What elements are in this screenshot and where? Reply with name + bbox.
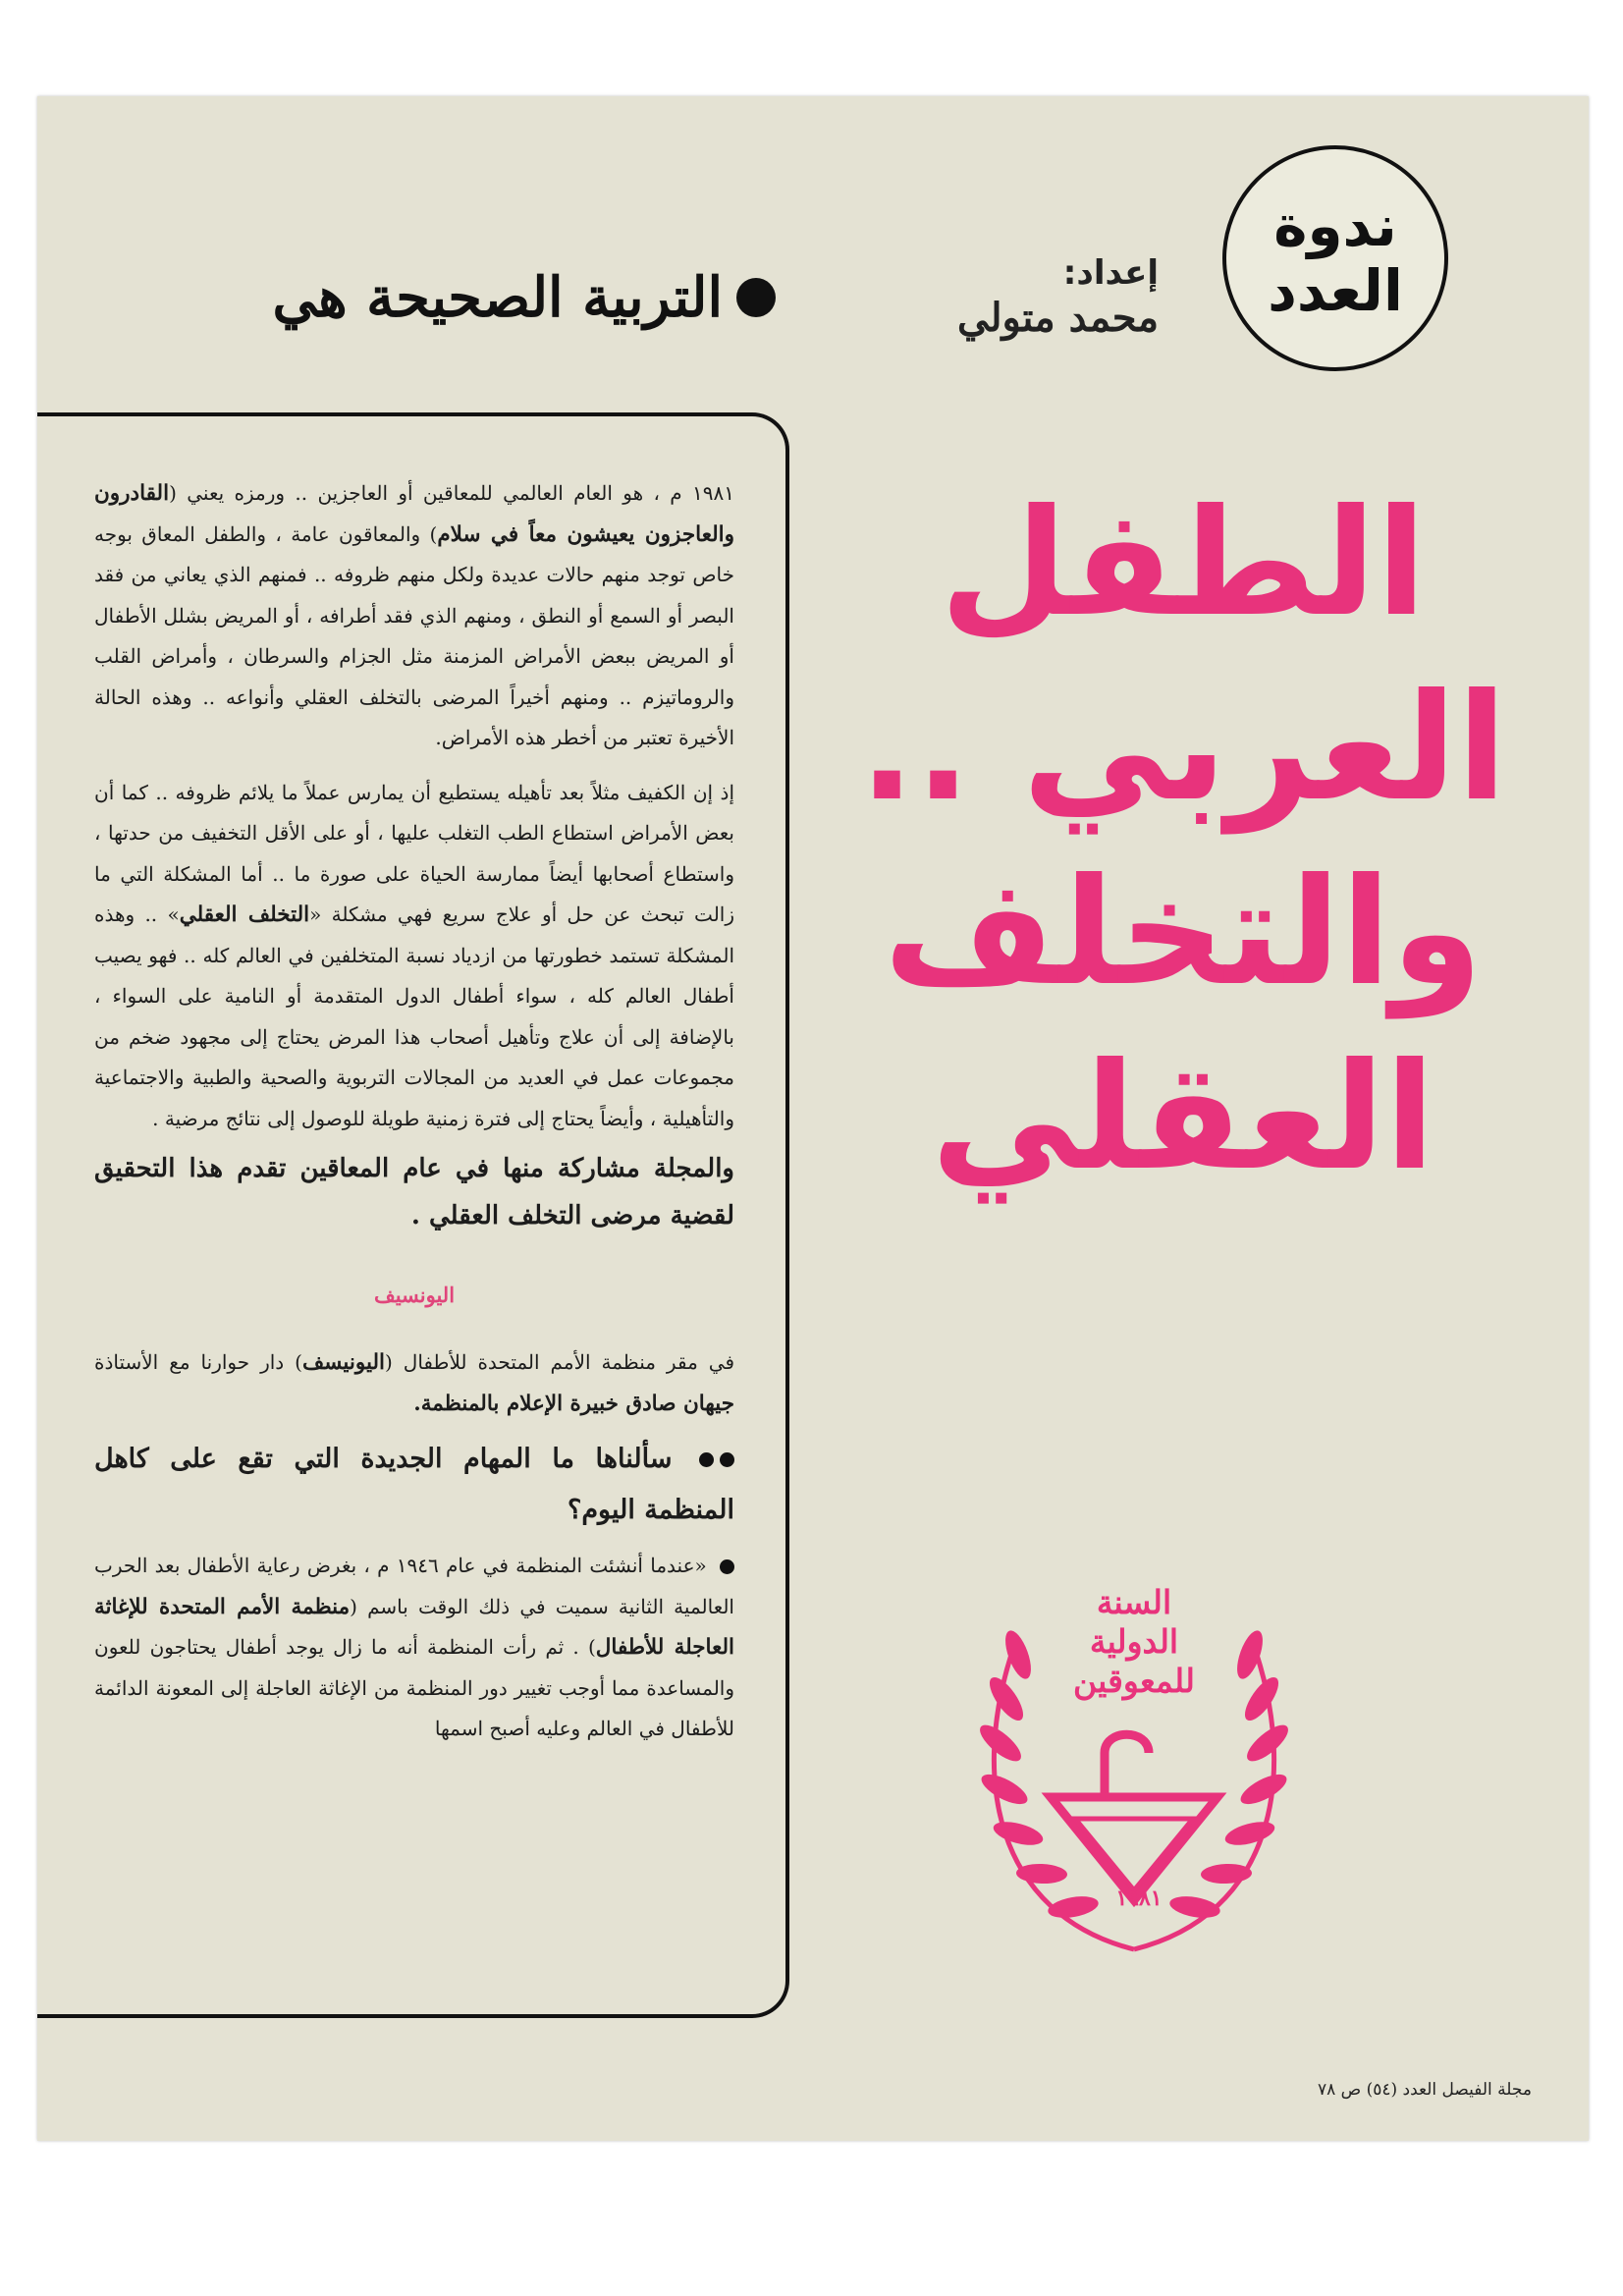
main-title: [835, 471, 1532, 1210]
title-line-2: العربي ..: [859, 663, 1507, 834]
p3-person: جيهان صادق خبيرة الإعلام بالمنظمة.: [413, 1391, 734, 1416]
bullet-icon: [736, 278, 776, 317]
p3-a: في مقر منظمة الأمم المتحدة للأطفال (: [385, 1350, 735, 1374]
article-paragraph-3: [94, 1342, 734, 1424]
p2-term: التخلف العقلي: [179, 902, 310, 927]
p3-c: ) دار حوارنا مع الأستاذة: [94, 1350, 302, 1374]
p1-slogan: القادرون والعاجزون يعيشون معاً في سلام: [94, 481, 734, 547]
p4-c: ) . ثم رأت المنظمة أنه ما زال يوجد أطفال يحتاجون للعون والمساعدة مما أوجب تغيير دور المنظمة من الإغاثة العاجلة إلى المعونة الدائمة للأطفال في العالم وعليه أصبح اسمها: [94, 1635, 734, 1740]
emblem-year: ١٩٨١: [1115, 1886, 1163, 1911]
byline: [844, 253, 1159, 341]
title-line-1: الطفل: [940, 478, 1427, 649]
emblem-caption: [1041, 1583, 1227, 1701]
p1-c: ) والمعاقون عامة ، والطفل المعاق بوجه خاص توجد منهم حالات عديدة ولكل منهم ظروفه .. فمنهم الذي يعاني من فقد البصر أو السمع أو النطق ، ومنهم الذي فقد أطرافه ، أو المريض بشلل الأطفال أو المريض ببعض الأمراض المزمنة مثل الجزام والسرطان ، وأمراض القلب والروماتيزم .. ومنهم أخيراً المرضى بالتخلف العقلي وأنواعه .. وهذه الحالة الأخيرة تعتبر من أخطر هذه الأمراض.: [94, 521, 734, 749]
interview-question: [94, 1434, 734, 1536]
topic-heading: [88, 265, 776, 330]
page-footer: مجلة الفيصل العدد (٥٤) ص ٧٨: [1317, 2080, 1532, 2100]
title-line-3: والتخلف: [883, 847, 1484, 1018]
emblem-line-1: السنة: [1096, 1583, 1172, 1621]
article-paragraph-4: [94, 1546, 734, 1750]
section-badge: [1222, 145, 1448, 371]
byline-author: محمد متولي: [957, 295, 1159, 341]
bullet-icon: [699, 1452, 714, 1467]
emblem-line-3: للمعوقين: [1073, 1662, 1195, 1700]
title-line-4: العقلي: [931, 1032, 1435, 1203]
article-lead: والمجلة مشاركة منها في عام المعاقين تقدم هذا التحقيق لقضية مرضى التخلف العقلي .: [94, 1154, 734, 1230]
bullet-icon: [720, 1452, 734, 1467]
subheading: اليونسيف: [373, 1283, 456, 1307]
p4-org: منظمة الأمم المتحدة للإغاثة العاجلة للأطفال: [94, 1594, 734, 1660]
p1-a: ١٩٨١ م ، هو العام العالمي للمعاقين أو العاجزين .. ورمزه يعني (: [169, 481, 734, 505]
p4-a: «عندما أنشئت المنظمة في عام ١٩٤٦ م ، بغرض رعاية الأطفال بعد الحرب العالمية الثانية سميت في ذلك الوقت باسم (: [94, 1554, 734, 1618]
question-text: سألناها ما المهام الجديدة التي تقع على كاهل المنظمة اليوم؟: [94, 1444, 734, 1525]
badge-line-1: ندوة: [1273, 192, 1397, 259]
byline-label: إعداد:: [1062, 253, 1159, 293]
article-paragraph-1: [94, 473, 734, 759]
emblem-line-2: الدولية: [1089, 1622, 1179, 1661]
article-paragraph-2: [94, 773, 734, 1140]
p2-a: إذ إن الكفيف مثلاً بعد تأهيله يستطيع أن يمارس عملاً ما يلائم ظروفه .. كما أن بعض الأمراض استطاع الطب التغلب عليها ، أو على الأقل التخفيف من حدتها ، واستطاع أصحابها أيضاً ممارسة الحياة على صورة ما .. أما المشكلة التي ما زالت تبحث عن حل أو علاج سريع فهي مشكلة «: [94, 780, 735, 926]
bullet-icon: [720, 1559, 734, 1574]
article-box: [37, 412, 789, 2018]
p2-c: » .. وهذه المشكلة تستمد خطورتها من ازدياد نسبة المتخلفين في العالم كله .. فهو يصيب أطفال العالم كله ، سواء أطفال الدول المتقدمة أو النامية على السواء ، بالإضافة إلى أن علاج وتأهيل أصحاب هذا المرض يحتاج إلى مجهود ضخم من مجموعات عمل في العديد من المجالات التربوية والصحية والطبية والاجتماعية والتأهيلية ، وأيضاً يحتاج إلى فترة زمنية طويلة للوصول إلى نتائج مرضية .: [94, 902, 734, 1130]
topic-text: التربية الصحيحة هي: [272, 265, 723, 330]
p3-org: اليونيسف: [301, 1350, 386, 1375]
badge-line-2: العدد: [1268, 257, 1403, 324]
